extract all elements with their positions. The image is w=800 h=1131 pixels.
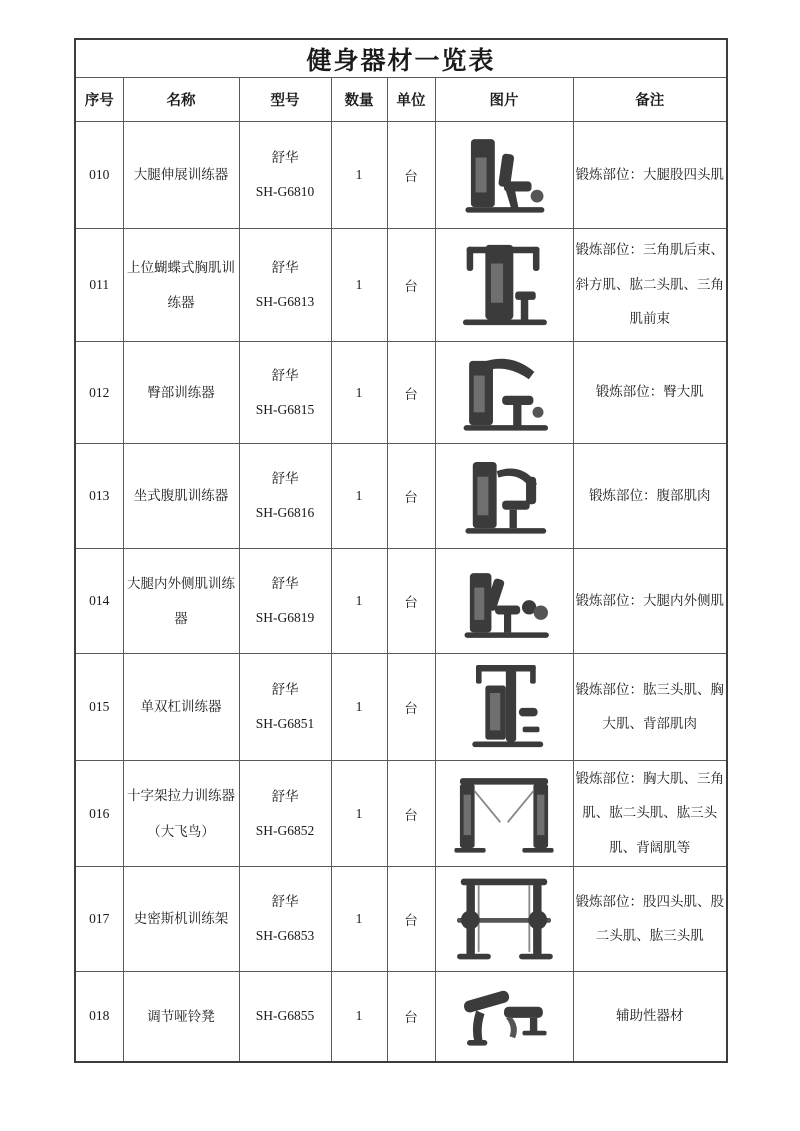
header-no: 序号 bbox=[75, 78, 123, 122]
quantity: 1 bbox=[331, 654, 387, 761]
table-row bbox=[75, 229, 727, 342]
table-row bbox=[75, 342, 727, 444]
brand: 舒华 bbox=[271, 367, 299, 383]
model: SH-G6852 bbox=[255, 822, 315, 838]
unit: 台 bbox=[387, 444, 435, 549]
header-image: 图片 bbox=[435, 78, 573, 122]
equipment-photo-cell bbox=[435, 122, 573, 229]
quantity: 1 bbox=[331, 342, 387, 444]
brand: 舒华 bbox=[271, 788, 299, 804]
quantity: 1 bbox=[331, 549, 387, 654]
table-header-row bbox=[75, 78, 727, 122]
remark: 锻炼部位：三角肌后束、斜方肌、肱二头肌、三角肌前束 bbox=[573, 229, 727, 342]
equipment-name: 大腿内外侧肌训练器 bbox=[123, 549, 239, 654]
row-no: 010 bbox=[75, 122, 123, 229]
unit: 台 bbox=[387, 972, 435, 1062]
row-no: 017 bbox=[75, 867, 123, 972]
remark: 锻炼部位：大腿内外侧肌 bbox=[573, 549, 727, 654]
header-remark: 备注 bbox=[573, 78, 727, 122]
model-cell bbox=[239, 654, 331, 761]
equipment-name: 史密斯机训练架 bbox=[123, 867, 239, 972]
unit: 台 bbox=[387, 342, 435, 444]
table-row bbox=[75, 444, 727, 549]
quantity: 1 bbox=[331, 867, 387, 972]
header-model: 型号 bbox=[239, 78, 331, 122]
page-title: 健身器材一览表 bbox=[75, 39, 727, 78]
model-cell bbox=[239, 444, 331, 549]
row-no: 012 bbox=[75, 342, 123, 444]
remark: 锻炼部位：肱三头肌、胸大肌、背部肌肉 bbox=[573, 654, 727, 761]
equipment-photo-cell bbox=[435, 444, 573, 549]
header-unit: 单位 bbox=[387, 78, 435, 122]
unit: 台 bbox=[387, 122, 435, 229]
equipment-name: 单双杠训练器 bbox=[123, 654, 239, 761]
row-no: 014 bbox=[75, 549, 123, 654]
model-cell bbox=[239, 761, 331, 867]
row-no: 015 bbox=[75, 654, 123, 761]
table-row bbox=[75, 122, 727, 229]
model: SH-G6819 bbox=[255, 610, 315, 625]
remark: 辅助性器材 bbox=[573, 972, 727, 1062]
brand: 舒华 bbox=[271, 894, 299, 910]
brand: 舒华 bbox=[271, 471, 299, 487]
equipment-photo-cell bbox=[435, 867, 573, 972]
model: SH-G6855 bbox=[255, 1008, 315, 1024]
unit: 台 bbox=[387, 229, 435, 342]
brand: 舒华 bbox=[271, 260, 299, 276]
header-qty: 数量 bbox=[331, 78, 387, 122]
quantity: 1 bbox=[331, 122, 387, 229]
model: SH-G6816 bbox=[255, 505, 315, 520]
dip-chin-assist-machine-image bbox=[448, 660, 560, 754]
table-row bbox=[75, 654, 727, 761]
remark: 锻炼部位：腹部肌肉 bbox=[573, 444, 727, 549]
equipment-photo-cell bbox=[435, 342, 573, 444]
model-cell bbox=[239, 122, 331, 229]
seated-ab-crunch-machine-image bbox=[448, 451, 560, 541]
quantity: 1 bbox=[331, 444, 387, 549]
brand: 舒华 bbox=[271, 150, 299, 166]
model-cell bbox=[239, 229, 331, 342]
equipment-photo-cell bbox=[435, 972, 573, 1062]
row-no: 018 bbox=[75, 972, 123, 1062]
equipment-name: 十字架拉力训练器（大飞鸟） bbox=[123, 761, 239, 867]
model-cell bbox=[239, 342, 331, 444]
equipment-name: 坐式腹肌训练器 bbox=[123, 444, 239, 549]
smith-machine-image bbox=[447, 873, 561, 965]
model-cell bbox=[239, 867, 331, 972]
equipment-name: 臀部训练器 bbox=[123, 342, 239, 444]
model: SH-G6815 bbox=[255, 401, 315, 417]
model-cell bbox=[239, 972, 331, 1062]
row-no: 016 bbox=[75, 761, 123, 867]
model: SH-G6813 bbox=[255, 294, 315, 309]
model: SH-G6851 bbox=[255, 716, 315, 731]
equipment-name: 上位蝴蝶式胸肌训练器 bbox=[123, 229, 239, 342]
pec-fly-machine-image bbox=[448, 238, 560, 332]
equipment-list-document bbox=[74, 38, 726, 1063]
quantity: 1 bbox=[331, 229, 387, 342]
model: SH-G6810 bbox=[255, 184, 315, 199]
quantity: 1 bbox=[331, 761, 387, 867]
equipment-photo-cell bbox=[435, 654, 573, 761]
table-row bbox=[75, 761, 727, 867]
leg-extension-machine-image bbox=[448, 130, 560, 220]
unit: 台 bbox=[387, 761, 435, 867]
row-no: 011 bbox=[75, 229, 123, 342]
unit: 台 bbox=[387, 654, 435, 761]
remark: 锻炼部位：胸大肌、三角肌、肱二头肌、肱三头肌、背阔肌等 bbox=[573, 761, 727, 867]
adjustable-dumbbell-bench-image bbox=[448, 979, 560, 1053]
equipment-table bbox=[74, 38, 728, 1063]
model: SH-G6853 bbox=[255, 928, 315, 943]
equipment-photo-cell bbox=[435, 229, 573, 342]
brand: 舒华 bbox=[271, 682, 299, 698]
equipment-name: 大腿伸展训练器 bbox=[123, 122, 239, 229]
equipment-name: 调节哑铃凳 bbox=[123, 972, 239, 1062]
remark: 锻炼部位：大腿股四头肌 bbox=[573, 122, 727, 229]
row-no: 013 bbox=[75, 444, 123, 549]
thigh-abductor-machine-image bbox=[448, 557, 560, 645]
quantity: 1 bbox=[331, 972, 387, 1062]
equipment-photo-cell bbox=[435, 549, 573, 654]
brand: 舒华 bbox=[271, 576, 299, 592]
header-name: 名称 bbox=[123, 78, 239, 122]
unit: 台 bbox=[387, 867, 435, 972]
table-row bbox=[75, 867, 727, 972]
cable-crossover-machine-image bbox=[445, 769, 563, 859]
remark: 锻炼部位：臀大肌 bbox=[573, 342, 727, 444]
glute-trainer-machine-image bbox=[448, 348, 560, 438]
model-cell bbox=[239, 549, 331, 654]
table-row bbox=[75, 972, 727, 1062]
remark: 锻炼部位：股四头肌、股二头肌、肱三头肌 bbox=[573, 867, 727, 972]
equipment-photo-cell bbox=[435, 761, 573, 867]
unit: 台 bbox=[387, 549, 435, 654]
table-row bbox=[75, 549, 727, 654]
